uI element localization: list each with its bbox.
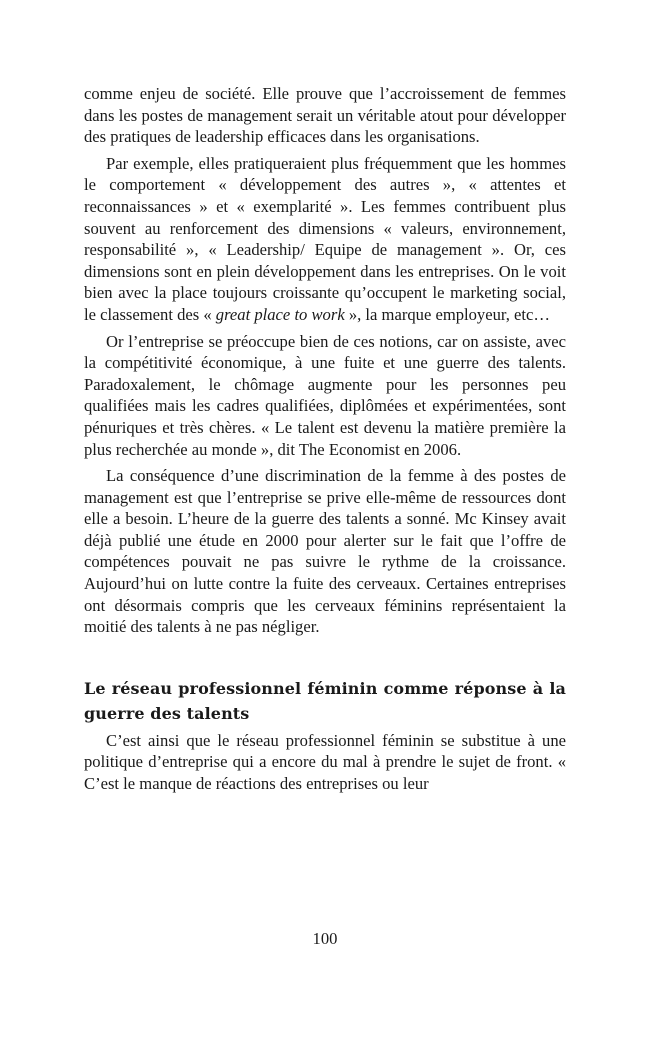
paragraph-text: », la marque employeur, etc… [344, 304, 550, 324]
paragraph-text: Or l’entreprise se préoccupe bien de ces notions, car on assiste, avec la compétitivité économique, à une fuite et une guerre des talents. Paradoxalement, le chômage augmente pour les personnes peu qualifiées mais les cadres qualifiées, diplômées et expérimentées, sont pénuriques et très chères. « Le talent est devenu la matière première la plus recherchée au monde », dit The Economist en 2006. [84, 331, 566, 459]
paragraph-text: La conséquence d’une discrimination de la femme à des postes de management est que l’entreprise se prive elle-même de ressources dont elle a besoin. L’heure de la guerre des talents a sonné. Mc Kinsey avait déjà publié une étude en 2000 pour alerter sur le fait que l’offre de compétences pouvait ne pas suivre le rythme de la croissance. Aujourd’hui on lutte contre la fuite des cerveaux. Certaines entreprises ont désormais compris que les cerveaux féminins représentaient la moitié des talents à ne pas négliger. [84, 466, 566, 637]
paragraph-discrimination-consequence [84, 465, 566, 638]
paragraph-continuation [84, 83, 566, 148]
paragraph-text: comme enjeu de société. Elle prouve que l’accroissement de femmes dans les postes de management serait un véritable atout pour développer des pratiques de leadership efficaces dans les organisations. [84, 84, 566, 147]
page-number: 100 [312, 929, 338, 948]
emphasis-great-place-to-work: great place to work [215, 304, 345, 324]
page-body [84, 83, 566, 795]
paragraph-leadership-examples [84, 153, 566, 326]
paragraph-text: C’est ainsi que le réseau professionnel féminin se substitue à une politique d’entreprise qui a encore du mal à prendre le sujet de front. « C’est le manque de réactions des entreprises ou leur [84, 730, 566, 794]
paragraph-talent-war [84, 331, 566, 461]
section-heading: Le réseau professionnel féminin comme réponse à la guerre des talents [84, 678, 566, 723]
paragraph-section-intro [84, 730, 566, 795]
paragraph-text: Par exemple, elles pratiqueraient plus fréquemment que les hommes le comportement « développement des autres », « attentes et reconnaissances » et « exemplarité ». Les femmes contribuent plus souvent au renforcement des dimensions « valeurs, environnement, responsabilité », « Leadership/ Equipe de management ». Or, ces dimensions sont en plein développement dans les entreprises. On le voit bien avec la place toujours croissante qu’occupent le marketing social, le classement des « [84, 153, 566, 324]
